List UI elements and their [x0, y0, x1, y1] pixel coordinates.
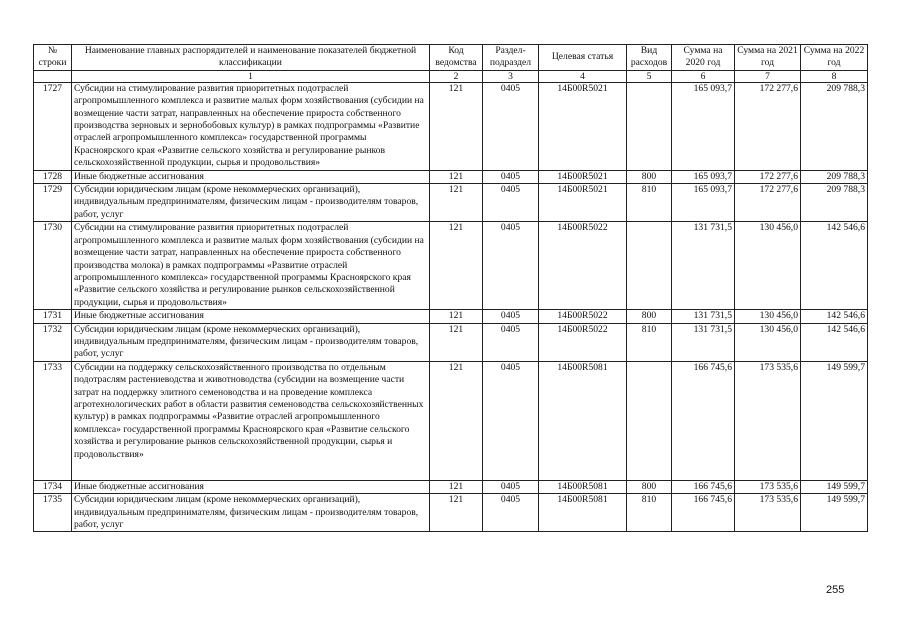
row-sum-2022: 142 546,6 [801, 222, 868, 310]
document-page [33, 44, 867, 532]
row-sum-2021: 130 456,0 [735, 310, 801, 323]
row-department-code: 121 [430, 170, 483, 183]
table-row [34, 222, 868, 310]
row-target-article: 14Б00R5022 [539, 222, 627, 310]
table-row [34, 480, 868, 493]
row-expense-type [627, 82, 672, 170]
column-number-row [34, 70, 868, 82]
header-sum-2021: Сумма на 2021 год [735, 45, 801, 71]
row-name: Иные бюджетные ассигнования [72, 480, 430, 493]
row-sum-2022: 209 788,3 [801, 184, 868, 222]
header-target-article: Целевая статья [539, 45, 627, 71]
row-number: 1730 [34, 222, 72, 310]
row-target-article: 14Б00R5081 [539, 494, 627, 532]
row-section: 0405 [483, 480, 539, 493]
row-department-code: 121 [430, 323, 483, 361]
row-department-code: 121 [430, 222, 483, 310]
column-number: 6 [672, 70, 735, 82]
row-sum-2021: 173 535,6 [735, 361, 801, 480]
row-expense-type: 810 [627, 494, 672, 532]
row-target-article: 14Б00R5022 [539, 323, 627, 361]
row-number: 1733 [34, 361, 72, 480]
row-section: 0405 [483, 310, 539, 323]
row-section: 0405 [483, 494, 539, 532]
row-sum-2022: 142 546,6 [801, 310, 868, 323]
row-name: Субсидии юридическим лицам (кроме некоммерческих организаций), индивидуальным предпринимателям, физическим лицам - производителям товаров, работ, услуг [72, 494, 430, 532]
row-department-code: 121 [430, 494, 483, 532]
header-department-code: Код ведомства [430, 45, 483, 71]
row-section: 0405 [483, 170, 539, 183]
table-row [34, 170, 868, 183]
column-number: 1 [72, 70, 430, 82]
row-sum-2022: 209 788,3 [801, 170, 868, 183]
row-expense-type [627, 361, 672, 480]
budget-table [33, 44, 868, 532]
column-number: 2 [430, 70, 483, 82]
row-name: Субсидии юридическим лицам (кроме некоммерческих организаций), индивидуальным предпринимателям, физическим лицам - производителям товаров, работ, услуг [72, 323, 430, 361]
row-expense-type [627, 222, 672, 310]
row-expense-type: 800 [627, 170, 672, 183]
header-row [34, 45, 868, 71]
row-name: Иные бюджетные ассигнования [72, 170, 430, 183]
row-number: 1727 [34, 82, 72, 170]
row-target-article: 14Б00R5021 [539, 184, 627, 222]
row-sum-2020: 165 093,7 [672, 82, 735, 170]
table-row [34, 323, 868, 361]
row-target-article: 14Б00R5081 [539, 361, 627, 480]
header-expense-type: Вид расходов [627, 45, 672, 71]
row-sum-2020: 166 745,6 [672, 494, 735, 532]
column-number: 4 [539, 70, 627, 82]
row-sum-2022: 209 788,3 [801, 82, 868, 170]
table-row [34, 361, 868, 480]
row-department-code: 121 [430, 480, 483, 493]
row-sum-2021: 130 456,0 [735, 323, 801, 361]
column-number: 7 [735, 70, 801, 82]
row-sum-2020: 166 745,6 [672, 361, 735, 480]
row-name: Субсидии юридическим лицам (кроме некоммерческих организаций), индивидуальным предпринимателям, физическим лицам - производителям товаров, работ, услуг [72, 184, 430, 222]
row-sum-2021: 172 277,6 [735, 170, 801, 183]
row-name: Субсидии на стимулирование развития приоритетных подотраслей агропромышленного комплекса и развитие малых форм хозяйствования (субсидии на возмещение части затрат, направленных на обеспечение прироста собственного производства молока) в рамках подпрограммы «Развитие отраслей агропромышленного комплекса» государственной программы Красноярского края «Развитие сельского хозяйства и регулирование рынков сельскохозяйственной продукции, сырья и продовольствия» [72, 222, 430, 310]
table-row [34, 184, 868, 222]
page-number: 255 [826, 584, 845, 596]
row-sum-2020: 166 745,6 [672, 480, 735, 493]
row-target-article: 14Б00R5021 [539, 82, 627, 170]
header-sum-2022: Сумма на 2022 год [801, 45, 868, 71]
row-sum-2020: 165 093,7 [672, 184, 735, 222]
row-section: 0405 [483, 184, 539, 222]
row-expense-type: 800 [627, 310, 672, 323]
row-sum-2022: 149 599,7 [801, 494, 868, 532]
row-sum-2021: 172 277,6 [735, 184, 801, 222]
table-row [34, 310, 868, 323]
row-department-code: 121 [430, 361, 483, 480]
row-sum-2021: 172 277,6 [735, 82, 801, 170]
row-sum-2022: 149 599,7 [801, 480, 868, 493]
header-name: Наименование главных распорядителей и наименование показателей бюджетной классификации [72, 45, 430, 71]
row-sum-2021: 130 456,0 [735, 222, 801, 310]
row-number: 1732 [34, 323, 72, 361]
row-name: Субсидии на стимулирование развития приоритетных подотраслей агропромышленного комплекса и развитие малых форм хозяйствования (субсидии на возмещение части затрат, направленных на обеспечение прироста собственного производства зерновых и зернобобовых культур) в рамках подпрограммы «Развитие отраслей агропромышленного комплекса» государственной программы Красноярского края «Развитие сельского хозяйства и регулирование рынков сельскохозяйственной продукции, сырья и продовольствия» [72, 82, 430, 170]
row-department-code: 121 [430, 184, 483, 222]
row-number: 1734 [34, 480, 72, 493]
row-number: 1729 [34, 184, 72, 222]
header-section: Раздел-подраздел [483, 45, 539, 71]
row-sum-2021: 173 535,6 [735, 480, 801, 493]
row-target-article: 14Б00R5021 [539, 170, 627, 183]
row-number: 1735 [34, 494, 72, 532]
header-row-number: № строки [34, 45, 72, 71]
row-number: 1728 [34, 170, 72, 183]
row-sum-2020: 165 093,7 [672, 170, 735, 183]
row-sum-2020: 131 731,5 [672, 323, 735, 361]
row-section: 0405 [483, 323, 539, 361]
row-number: 1731 [34, 310, 72, 323]
row-expense-type: 810 [627, 323, 672, 361]
header-sum-2020: Сумма на 2020 год [672, 45, 735, 71]
row-department-code: 121 [430, 82, 483, 170]
row-target-article: 14Б00R5081 [539, 480, 627, 493]
column-number: 5 [627, 70, 672, 82]
row-expense-type: 800 [627, 480, 672, 493]
column-number: 3 [483, 70, 539, 82]
row-section: 0405 [483, 222, 539, 310]
column-number: 8 [801, 70, 868, 82]
row-sum-2022: 142 546,6 [801, 323, 868, 361]
row-sum-2022: 149 599,7 [801, 361, 868, 480]
row-sum-2021: 173 535,6 [735, 494, 801, 532]
row-target-article: 14Б00R5022 [539, 310, 627, 323]
row-name: Субсидии на поддержку сельскохозяйственного производства по отдельным подотраслям растениеводства и животноводства (субсидии на возмещение части затрат на поддержку элитного семеноводства и на проведение комплекса агротехнологических работ в области развития семеноводства сельскохозяйственных культур) в рамках подпрограммы «Развитие отраслей агропромышленного комплекса» государственной программы Красноярского края «Развитие сельского хозяйства и регулирование рынков сельскохозяйственной продукции, сырья и продовольствия» [72, 361, 430, 480]
table-row [34, 82, 868, 170]
row-expense-type: 810 [627, 184, 672, 222]
table-row [34, 494, 868, 532]
column-number-blank [34, 70, 72, 82]
row-sum-2020: 131 731,5 [672, 310, 735, 323]
row-section: 0405 [483, 361, 539, 480]
row-section: 0405 [483, 82, 539, 170]
row-sum-2020: 131 731,5 [672, 222, 735, 310]
row-department-code: 121 [430, 310, 483, 323]
row-name: Иные бюджетные ассигнования [72, 310, 430, 323]
